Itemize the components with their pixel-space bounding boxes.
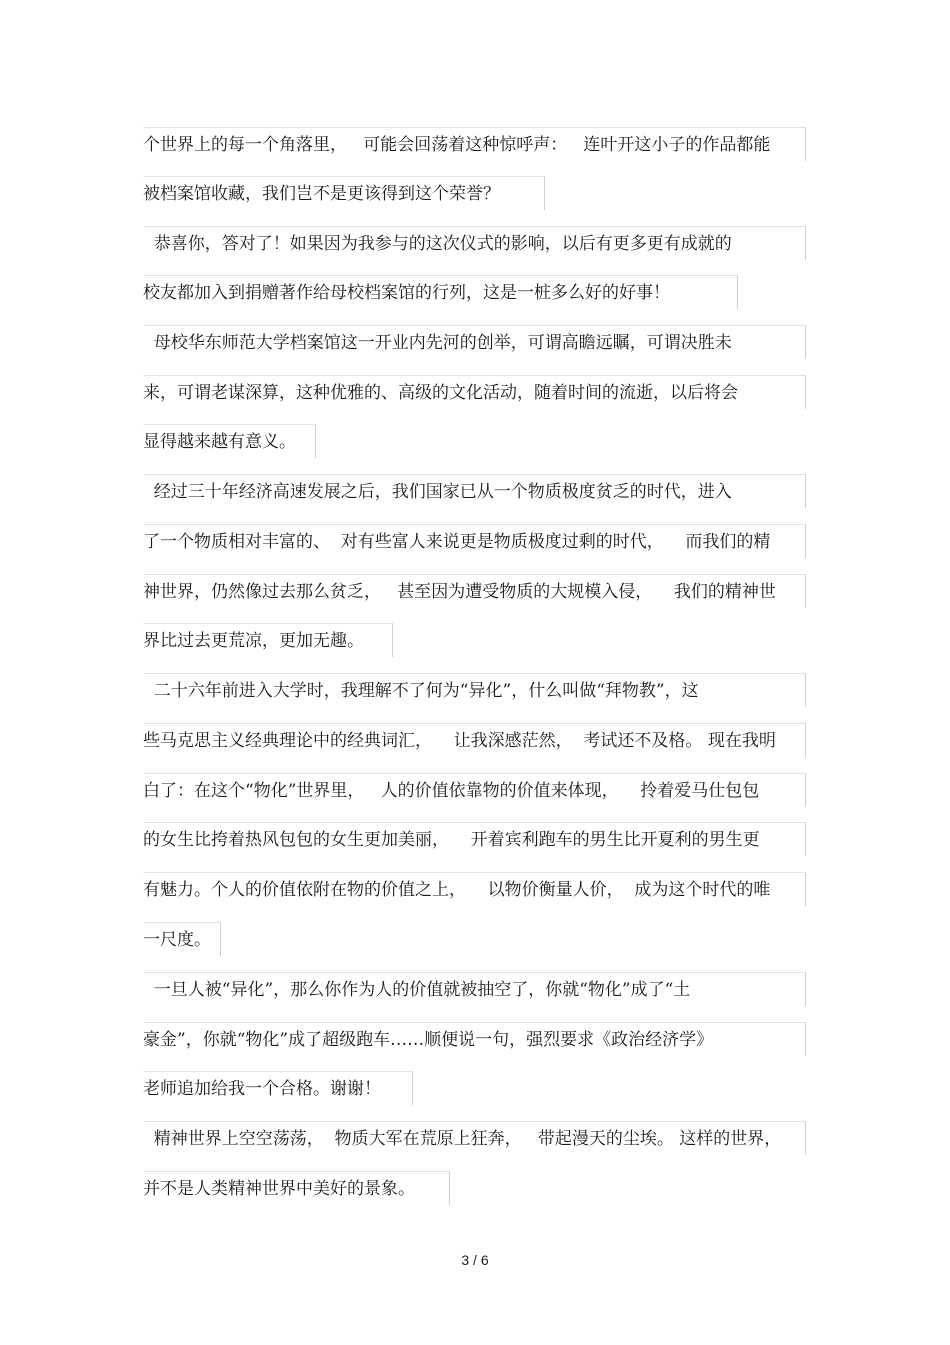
text-line: 白了：在这个“物化”世界里， 人的价值依靠物的价值来体现， 拎着爱马仕包包	[143, 773, 806, 807]
text-line: 二十六年前进入大学时，我理解不了何为“异化”，什么叫做“拜物教”，这	[143, 673, 806, 707]
text-line: 并不是人类精神世界中美好的景象。	[143, 1171, 450, 1205]
text-line: 了一个物质相对丰富的、 对有些富人来说更是物质极度过剩的时代， 而我们的精	[143, 524, 806, 558]
text-line: 被档案馆收藏，我们岂不是更该得到这个荣誉？	[143, 176, 545, 210]
text-line: 校友都加入到捐赠著作给母校档案馆的行列，这是一桩多么好的好事！	[143, 275, 738, 309]
text-line: 豪金”，你就“物化”成了超级跑车……顺便说一句，强烈要求《政治经济学》	[143, 1022, 806, 1056]
text-line: 的女生比挎着热风包包的女生更加美丽， 开着宾利跑车的男生比开夏利的男生更	[143, 822, 806, 856]
text-line: 母校华东师范大学档案馆这一开业内先河的创举，可谓高瞻远瞩，可谓决胜未	[143, 325, 806, 359]
text-line: 老师追加给我一个合格。谢谢！	[143, 1071, 413, 1105]
text-line: 些马克思主义经典理论中的经典词汇， 让我深感茫然， 考试还不及格。 现在我明	[143, 723, 806, 757]
text-line: 神世界，仍然像过去那么贫乏， 甚至因为遭受物质的大规模入侵， 我们的精神世	[143, 574, 806, 608]
text-line: 一尺度。	[143, 922, 221, 956]
text-line: 经过三十年经济高速发展之后，我们国家已从一个物质极度贫乏的时代，进入	[143, 474, 806, 508]
text-line: 有魅力。个人的价值依附在物的价值之上， 以物价衡量人价， 成为这个时代的唯	[143, 872, 806, 906]
text-line: 来，可谓老谋深算，这种优雅的、高级的文化活动，随着时间的流逝，以后将会	[143, 375, 806, 409]
text-line: 显得越来越有意义。	[143, 424, 316, 458]
page-number: 3 / 6	[461, 1252, 489, 1268]
text-line: 一旦人被“异化”，那么你作为人的价值就被抽空了，你就“物化”成了“土	[143, 972, 806, 1006]
text-line: 精神世界上空空荡荡， 物质大军在荒原上狂奔， 带起漫天的尘埃。 这样的世界，	[143, 1121, 806, 1155]
text-line: 个世界上的每一个角落里， 可能会回荡着这种惊呼声： 连叶开这小子的作品都能	[143, 127, 806, 161]
text-line: 恭喜你，答对了！如果因为我参与的这次仪式的影响，以后有更多更有成就的	[143, 226, 806, 260]
text-line: 界比过去更荒凉，更加无趣。	[143, 623, 393, 657]
